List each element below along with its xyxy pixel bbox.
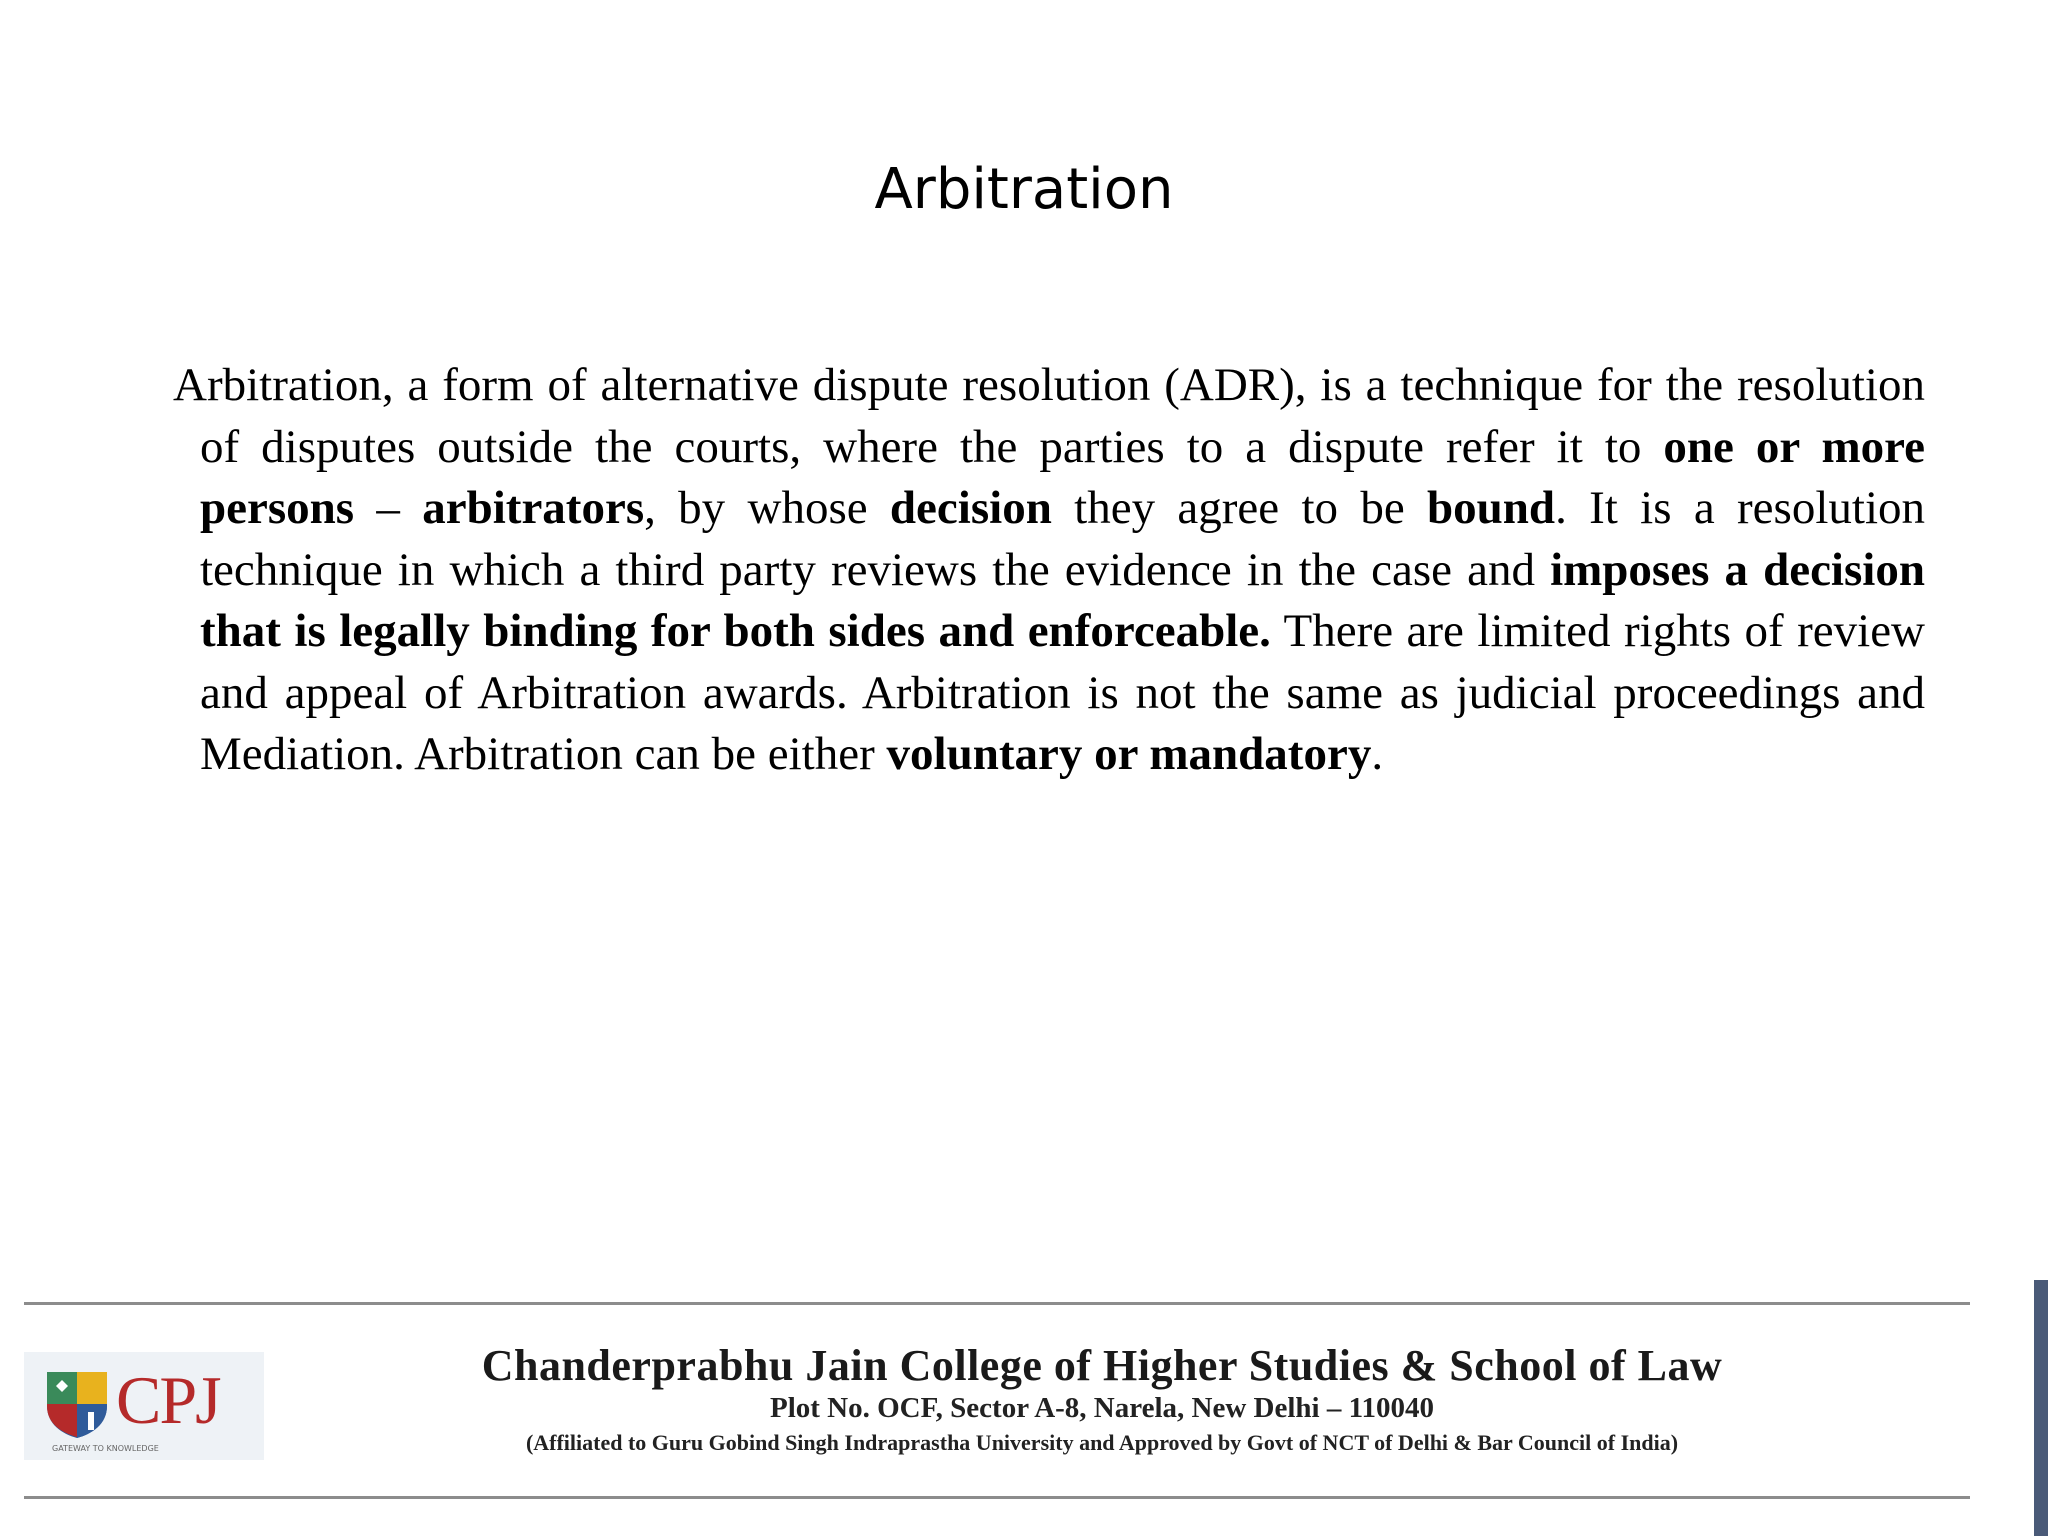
college-address: Plot No. OCF, Sector A-8, Narela, New Delhi – 110040 bbox=[770, 1392, 1434, 1424]
footer-divider-top bbox=[24, 1302, 1970, 1305]
college-affiliation: (Affiliated to Guru Gobind Singh Indraprastha University and Approved by Govt of NCT of Delhi & Bar Council of India) bbox=[525, 1430, 1679, 1455]
paragraph-segment: – bbox=[354, 482, 423, 534]
paragraph-segment-bold: decision bbox=[889, 482, 1052, 534]
body-paragraph bbox=[173, 355, 1926, 786]
paragraph-segment-bold: imposes a decision that is legally binding for both sides and enforceable. bbox=[200, 543, 1925, 657]
college-name: Chanderprabhu Jain College of Higher Studies & School of Law bbox=[481, 1341, 1723, 1390]
paragraph-segment: . It is a resolution technique in which a third party reviews the evidence in the case and bbox=[200, 482, 1926, 596]
slide-title: Arbitration bbox=[874, 157, 1174, 222]
paragraph-segment-bold: bound bbox=[1427, 482, 1556, 534]
paragraph-segment: . bbox=[1371, 728, 1384, 780]
side-accent-bar bbox=[2034, 1280, 2048, 1536]
shield-logo-icon bbox=[42, 1366, 112, 1440]
paragraph-segment: There are limited rights of review and appeal of Arbitration awards. Arbitration is not the same as judicial proceedings and Mediation. Arbitration can be either bbox=[200, 605, 1925, 780]
college-logo bbox=[24, 1352, 264, 1460]
logo-tagline: GATEWAY TO KNOWLEDGE bbox=[52, 1444, 159, 1453]
paragraph-segment-bold: one or more persons bbox=[200, 420, 1925, 534]
footer-divider-bottom bbox=[24, 1496, 1970, 1499]
paragraph-segment-bold: arbitrators bbox=[422, 482, 645, 534]
paragraph-segment-bold: voluntary or mandatory bbox=[886, 728, 1372, 780]
paragraph-segment: Arbitration, a form of alternative dispute resolution (ADR), is a technique for the resolution of disputes outside the courts, where the parties to a dispute refer it to bbox=[173, 359, 1925, 473]
paragraph-segment: , by whose bbox=[644, 482, 890, 534]
paragraph-segment: they agree to be bbox=[1051, 482, 1428, 534]
logo-text: CPJ bbox=[116, 1362, 220, 1438]
